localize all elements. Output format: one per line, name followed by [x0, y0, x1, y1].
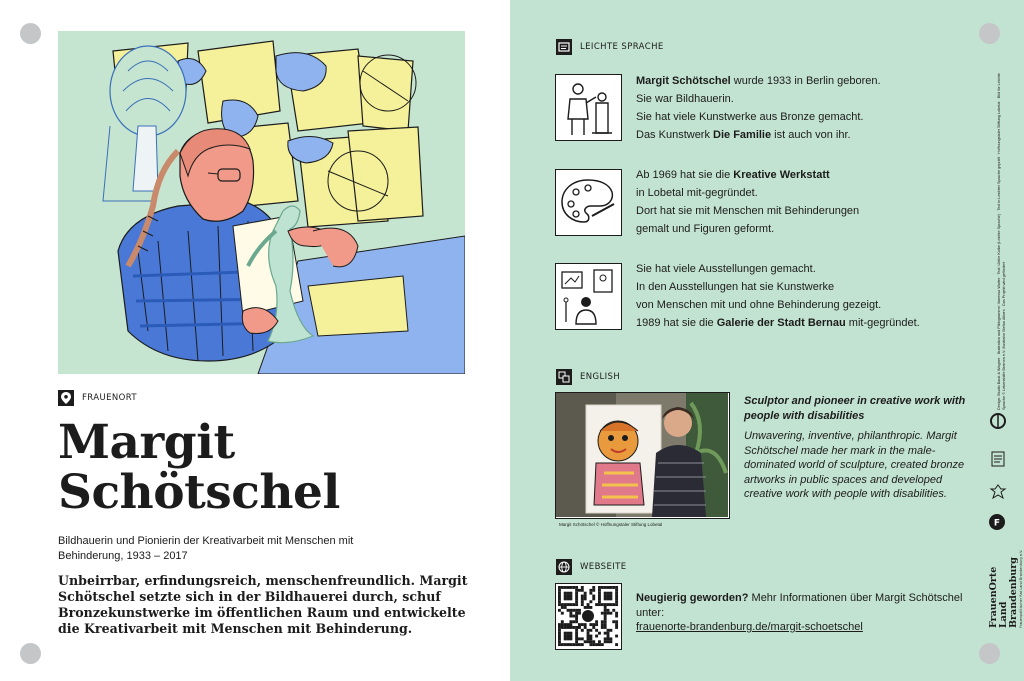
- easy-language-block-2: [636, 166, 981, 238]
- location-pin-icon: [58, 390, 74, 406]
- easy-language-label: LEICHTE SPRACHE: [580, 42, 664, 52]
- block1-line4: [636, 126, 981, 144]
- block3-line1: Sie hat viele Ausstellungen gemacht.: [636, 263, 816, 275]
- block2-workshop-name: Kreative Werkstatt: [733, 169, 830, 181]
- globe-icon: [556, 559, 572, 575]
- website-question: Neugierig geworden?: [636, 592, 749, 604]
- frauenort-label: FRAUENORT: [82, 393, 137, 403]
- title-last-name: Schötschel: [58, 465, 340, 520]
- english-tag: [556, 369, 620, 385]
- frauenorte-logo-icon: [988, 513, 1006, 531]
- brandenburg-eagle-icon: [989, 483, 1007, 501]
- block1-line4-post: ist auch von ihr.: [771, 129, 851, 141]
- website-intro: Mehr Informationen über Margit Schötschel unter:: [636, 592, 963, 619]
- website-link[interactable]: frauenorte-brandenburg.de/margit-schoetschel: [636, 621, 863, 633]
- block3-line2: In den Ausstellungen hat sie Kunstwerke: [636, 281, 835, 293]
- subtitle: Bildhauerin und Pionierin der Kreativarbeit mit Menschen mit Behinderung, 1933 – 2017: [58, 535, 354, 562]
- photo-caption: Margit Schötschel © Hoffnungstaler Stiftung Lobetal: [559, 522, 663, 527]
- portrait-photo: [555, 392, 730, 519]
- block1-line1: [636, 72, 981, 90]
- easy-language-block-3: [636, 260, 981, 332]
- svg-text:F: F: [993, 518, 1001, 529]
- website-label: WEBSEITE: [580, 562, 627, 572]
- palette-pictogram: [555, 169, 622, 236]
- website-text: [636, 591, 966, 635]
- block2-line1-pre: Ab 1969 hat sie die: [636, 169, 734, 181]
- brand-line-1: FrauenOrte: [988, 566, 999, 628]
- lead-text: Unbeirrbar, erfindungsreich, menschenfreundlich. Margit Schötschel setzte sich in der Bildhauerei durch, schuf Bronzekunstwerke im öffentlichen Raum und entwickelte die Kreativarbeit mit Menschen mit Behinderung.: [58, 573, 468, 636]
- page-title: [58, 415, 340, 520]
- block1-line3: Sie hat viele Kunstwerke aus Bronze gemacht.: [636, 111, 864, 123]
- sculptor-illustration: [58, 31, 465, 374]
- sponsor-logo-1: [989, 412, 1007, 430]
- english-title: Sculptor and pioneer in creative work with people with disabilities: [744, 395, 966, 422]
- block2-line1: [636, 166, 981, 184]
- frauenort-tag: [58, 390, 137, 406]
- block1-line1-rest: wurde 1933 in Berlin geboren.: [730, 75, 881, 87]
- punch-hole-bottom-left: [20, 643, 41, 664]
- english-body: Unwavering, inventive, philanthropic. Margit Schötschel made her mark in the male-dominated world of sculpture, created bronze artworks in public spaces and developed creative work with people with disabilities.: [744, 430, 965, 500]
- easy-language-icon: [556, 39, 572, 55]
- translate-icon: [556, 369, 572, 385]
- punch-hole-bottom-right: [979, 643, 1000, 664]
- block2-line3: Dort hat sie mit Menschen mit Behinderungen: [636, 205, 860, 217]
- punch-hole-top-left: [20, 23, 41, 44]
- block3-gallery-name: Galerie der Stadt Bernau: [716, 317, 846, 329]
- block2-line4: gemalt und Figuren geformt.: [636, 223, 775, 235]
- qr-code[interactable]: [555, 583, 622, 650]
- sculptor-pictogram: [555, 74, 622, 141]
- block1-name: Margit Schötschel: [636, 75, 731, 87]
- block1-line4-pre: Das Kunstwerk: [636, 129, 714, 141]
- sponsor-logo-2: [989, 450, 1007, 468]
- title-first-name: Margit: [58, 415, 235, 470]
- block3-line4-pre: 1989 hat sie die: [636, 317, 717, 329]
- block3-line4-post: mit-gegründet.: [845, 317, 920, 329]
- portrait-illustration: [58, 31, 465, 374]
- easy-language-block-1: [636, 72, 981, 144]
- block1-artwork-name: Die Familie: [713, 129, 772, 141]
- brand-line-2: Land Brandenburg: [998, 557, 1019, 628]
- credits-text: Design: Studio Bauk & Wagner · Illustration und Piktogramme: Vanessa Walter · Text: Ulrike Kolbe (Leichte Sprache) · Text in Leichter Sprache geprüft · Hoffnungstaler Stiftung Lobetal · Bild für Leichte Sprache © Lebenshilfe Bremen e.V. Illustrator Stefan Albers · Das Projekt wird gefördert: [997, 73, 1006, 410]
- brand-wordmark: [989, 538, 1024, 628]
- left-page: [0, 0, 510, 681]
- punch-hole-top-right: [979, 23, 1000, 44]
- exhibition-pictogram: [555, 263, 622, 330]
- brand-subline: Frauenpolitischer Rat Land Brandenburg e.V.: [1019, 549, 1023, 628]
- block2-line2: in Lobetal mit-gegründet.: [636, 187, 758, 199]
- qr-center-logo: [582, 610, 594, 622]
- block3-line3: von Menschen mit und ohne Behinderung gezeigt.: [636, 299, 882, 311]
- frauenorte-brand: [985, 540, 1023, 630]
- block1-line2: Sie war Bildhauerin.: [636, 93, 734, 105]
- english-label: ENGLISH: [580, 372, 621, 382]
- block3-line4: [636, 314, 981, 332]
- easy-language-tag: [556, 39, 664, 55]
- website-tag: [556, 559, 627, 575]
